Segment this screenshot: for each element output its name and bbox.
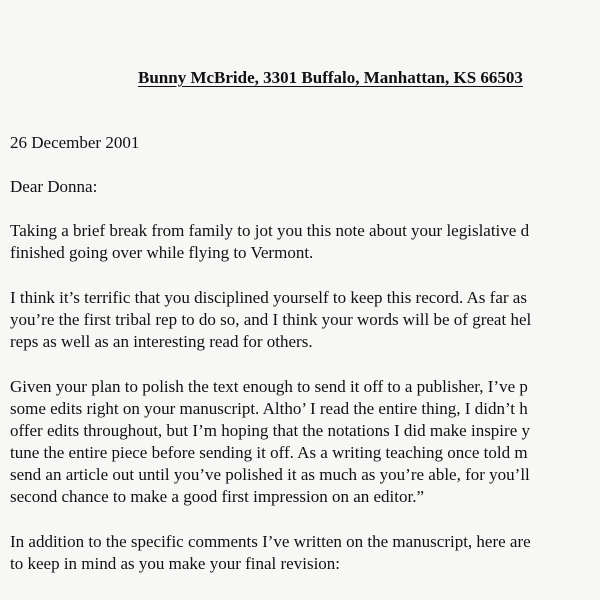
letter-date: 26 December 2001 xyxy=(10,133,140,152)
paragraph-3-line-5: send an article out until you’ve polished it as much as you’re able, for you’ll xyxy=(10,465,530,484)
paragraph-4-line-2: to keep in mind as you make your final revision: xyxy=(10,554,341,573)
paragraph-2-line-1: I think it’s terrific that you disciplined yourself to keep this record. As far as xyxy=(10,288,527,307)
paragraph-4-line-1: In addition to the specific comments I’ve written on the manuscript, here are xyxy=(10,532,531,551)
salutation: Dear Donna: xyxy=(10,177,98,196)
paragraph-3-line-6: second chance to make a good first impression on an editor.” xyxy=(10,487,425,506)
letterhead: Bunny McBride, 3301 Buffalo, Manhattan, KS 66503 xyxy=(138,68,523,87)
paragraph-3-line-1: Given your plan to polish the text enough to send it off to a publisher, I’ve p xyxy=(10,377,528,396)
paragraph-3-line-2: some edits right on your manuscript. Altho’ I read the entire thing, I didn’t h xyxy=(10,399,528,418)
paragraph-3-line-4: tune the entire piece before sending it off. As a writing teaching once told m xyxy=(10,443,528,462)
paragraph-2-line-2: you’re the first tribal rep to do so, and I think your words will be of great hel xyxy=(10,310,532,329)
paragraph-1-line-2: finished going over while flying to Vermont. xyxy=(10,243,314,262)
paragraph-1-line-1: Taking a brief break from family to jot you this note about your legislative d xyxy=(10,221,530,240)
paragraph-2-line-3: reps as well as an interesting read for others. xyxy=(10,332,313,351)
paragraph-3-line-3: offer edits throughout, but I’m hoping that the notations I did make inspire y xyxy=(10,421,530,440)
